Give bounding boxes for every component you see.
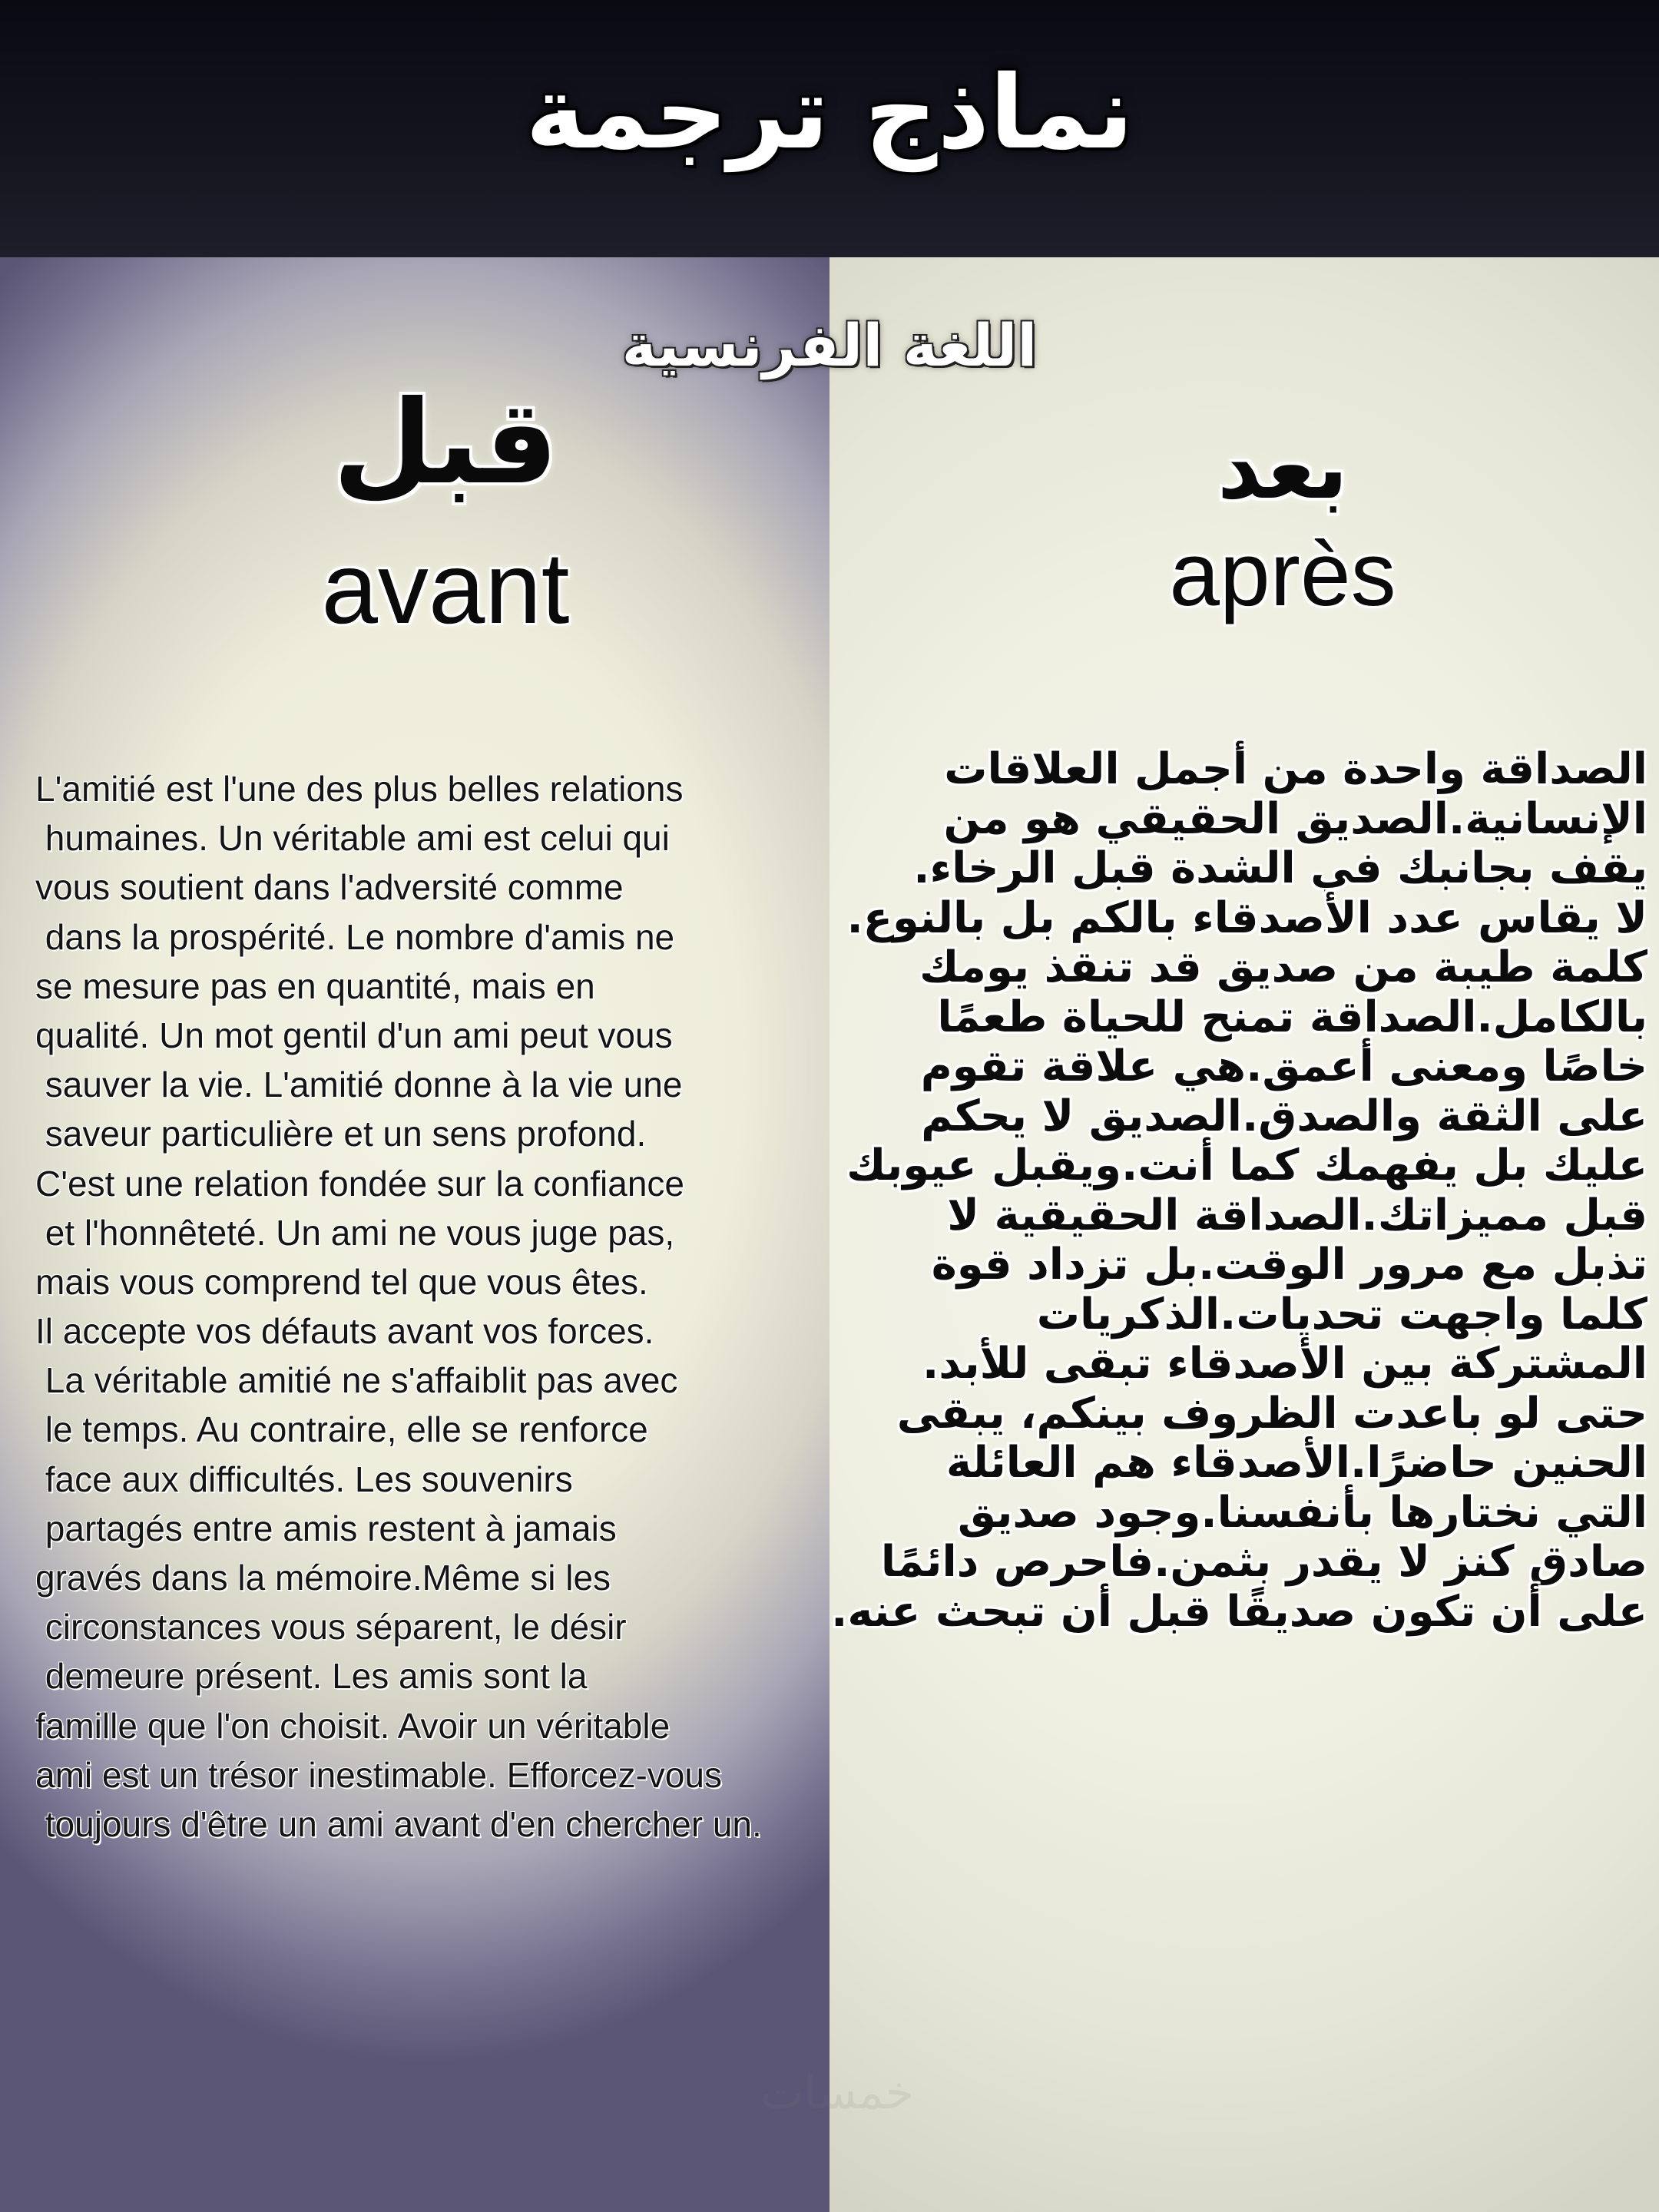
- text-line: La véritable amitié ne s'affaiblit pas avec: [35, 1360, 678, 1401]
- text-line: على الثقة والصدق.الصديق لا يحكم: [921, 1091, 1647, 1141]
- text-line: C'est une relation fondée sur la confiance: [35, 1163, 684, 1204]
- text-line: dans la prospérité. Le nombre d'amis ne: [35, 916, 675, 957]
- text-line: le temps. Au contraire, elle se renforce: [35, 1409, 648, 1450]
- text-line: partagés entre amis restent à jamais: [35, 1508, 617, 1548]
- text-line: لا يقاس عدد الأصدقاء بالكم بل بالنوع.: [846, 892, 1647, 943]
- text-line: L'amitié est l'une des plus belles relations: [35, 769, 684, 809]
- text-line: يقف بجانبك في الشدة قبل الرخاء.: [913, 843, 1647, 893]
- text-line: الصداقة واحدة من أجمل العلاقات: [944, 744, 1647, 794]
- text-line: التي نختارها بأنفسنا.وجود صديق: [957, 1487, 1647, 1538]
- after-title-arabic: بعد: [1217, 419, 1348, 518]
- text-line: vous soutient dans l'adversité comme: [35, 867, 624, 908]
- text-line: face aux difficultés. Les souvenirs: [35, 1459, 573, 1499]
- watermark-text: خمسات: [760, 2066, 915, 2120]
- text-line: خاصًا ومعنى أعمق.هي علاقة تقوم: [920, 1041, 1647, 1091]
- text-line: se mesure pas en quantité, mais en: [35, 965, 595, 1006]
- text-line: demeure présent. Les amis sont la: [35, 1656, 588, 1697]
- before-title-french: avant: [321, 531, 570, 644]
- text-line: gravés dans la mémoire.Même si les: [35, 1558, 611, 1598]
- text-line: صادق كنز لا يقدر بثمن.فاحرص دائمًا: [880, 1537, 1647, 1587]
- language-label: اللغة الفرنسية: [621, 311, 1038, 379]
- text-line: المشتركة بين الأصدقاء تبقى للأبد.: [922, 1339, 1647, 1389]
- text-line: تذبل مع مرور الوقت.بل تزداد قوة: [931, 1240, 1647, 1290]
- text-line: mais vous comprend tel que vous êtes.: [35, 1261, 648, 1302]
- text-line: famille que l'on choisit. Avoir un véritable: [35, 1705, 671, 1746]
- text-line: et l'honnêteté. Un ami ne vous juge pas,: [35, 1212, 675, 1253]
- text-line: toujours d'être un ami avant d'en chercher un.: [35, 1803, 762, 1844]
- text-line: كلمة طيبة من صديق قد تنقذ يومك: [919, 942, 1647, 992]
- text-line: بالكامل.الصداقة تمنح للحياة طعمًا: [937, 992, 1647, 1042]
- text-line: circonstances vous séparent, le désir: [35, 1607, 627, 1647]
- text-line: عليك بل يفهمك كما أنت.ويقبل عيوبك: [846, 1141, 1647, 1190]
- text-line: sauver la vie. L'amitié donne à la vie une: [35, 1065, 683, 1105]
- text-line: الحنين حاضرًا.الأصدقاء هم العائلة: [945, 1438, 1647, 1488]
- text-line: saveur particulière et un sens profond.: [35, 1114, 647, 1154]
- text-line: حتى لو باعدت الظروف بينكم، يبقى: [896, 1388, 1647, 1439]
- text-line: humaines. Un véritable ami est celui qui: [35, 818, 670, 859]
- top-banner: [0, 0, 1659, 257]
- arabic-text-block: [833, 745, 1647, 1637]
- text-line: Il accepte vos défauts avant vos forces.: [35, 1311, 654, 1352]
- before-title-arabic: قبل: [333, 376, 558, 510]
- banner-title: نماذج ترجمة: [525, 54, 1134, 172]
- text-line: قبل مميزاتك.الصداقة الحقيقية لا: [947, 1190, 1647, 1240]
- text-line: qualité. Un mot gentil d'un ami peut vous: [35, 1015, 673, 1055]
- text-line: على أن تكون صديقًا قبل أن تبحث عنه.: [831, 1586, 1647, 1637]
- watermark-logo: [730, 2066, 945, 2120]
- french-text-block: [35, 764, 865, 1849]
- text-line: كلما واجهت تحديات.الذكريات: [1036, 1289, 1647, 1339]
- after-title-french: après: [1169, 524, 1396, 625]
- text-line: ami est un trésor inestimable. Efforcez-vous: [35, 1754, 722, 1795]
- text-line: الإنسانية.الصديق الحقيقي هو من: [943, 793, 1647, 844]
